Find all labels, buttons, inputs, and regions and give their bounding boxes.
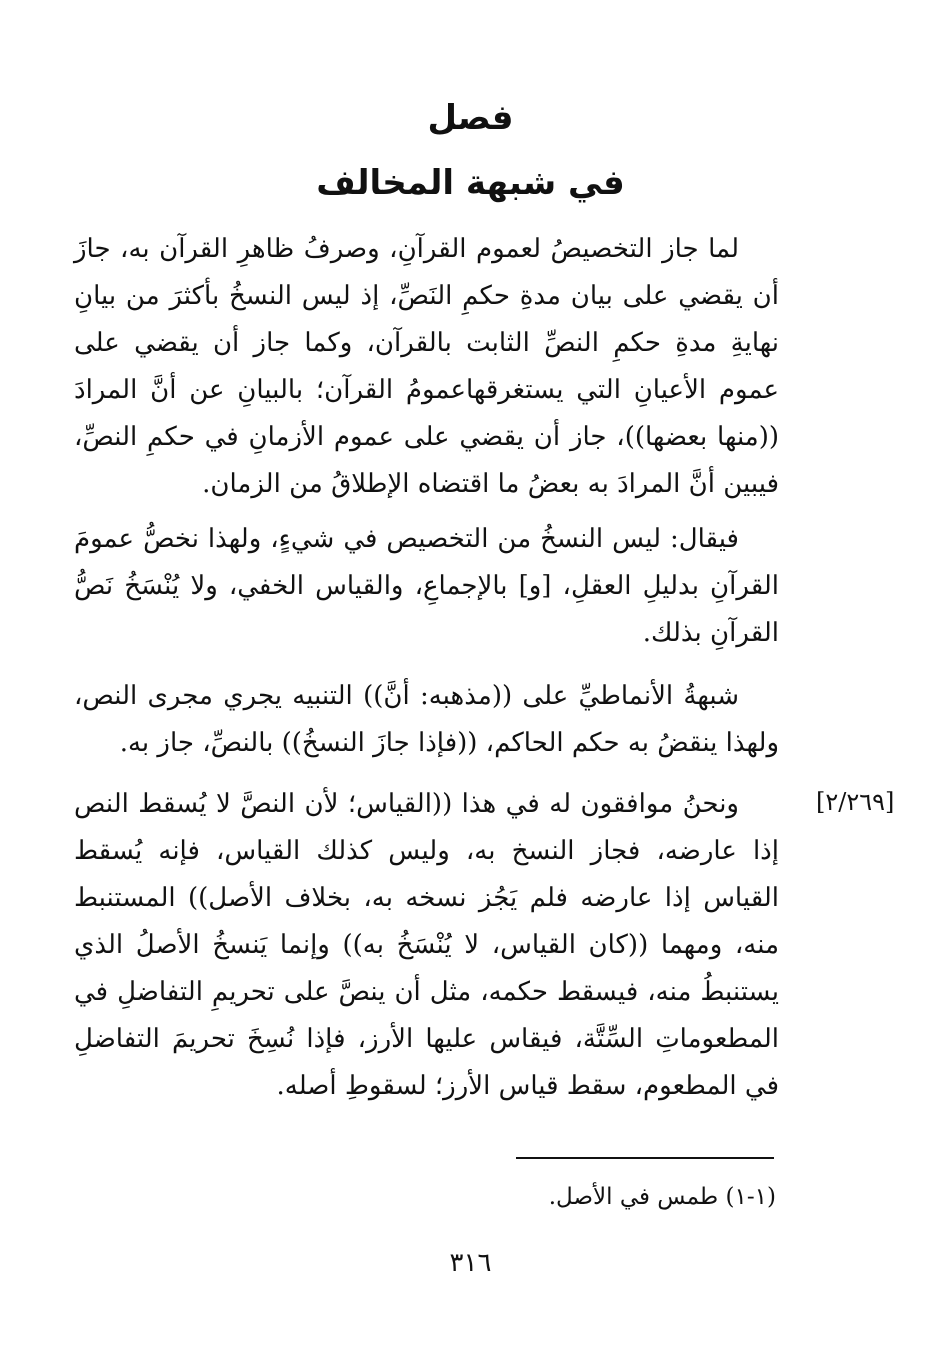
paragraph-text: فيقال: ليس النسخُ من التخصيص في شيءٍ، ولهذا نخصُّ عمومَ القرآنِ بدليلِ العقلِ، [و] بالإجماعِ، والقياس الخفي، ولا يُنْسَخُ نَصُّ القرآنِ بذلك. xyxy=(74,524,779,648)
section-title: فصل xyxy=(427,98,514,138)
paragraph-text: شبهةُ الأنماطيِّ على ((مذهبه: أنَّ)) التنبيه يجري مجرى النص، ولهذا ينقضُ به حكم الحاكم، ((فإذا جازَ النسخُ)) بالنصِّ، جاز به. xyxy=(74,681,779,758)
footnote-divider xyxy=(516,1157,774,1159)
paragraph xyxy=(74,226,779,508)
paragraph-text: لما جاز التخصيصُ لعموم القرآنِ، وصرفُ ظاهرِ القرآن به، جازَ أن يقضي على بيان مدةِ حكمِ النَصِّ، إذ ليس النسخُ بأكثرَ من بيانِ نهايةِ مدةِ حكمِ النصِّ الثابت بالقرآن، وكما جاز أن يقضي على عموم الأعيانِ التي يستغرقهاعمومُ القرآن؛ بالبيانِ عن أنَّ المرادَ ((منها بعضها))، جاز أن يقضي على عموم الأزمانِ في حكمِ النصِّ، فيبين أنَّ المرادَ به بعضُ ما اقتضاه الإطلاقُ من الزمان. xyxy=(74,234,779,499)
page-number: ٣١٦ xyxy=(449,1248,492,1278)
paragraph-text: ونحنُ موافقون له في هذا ((القياس؛ لأن النصَّ لا يُسقط النص إذا عارضه، فجاز النسخ به، وليس كذلك القياس، فإنه يُسقط القياس إذا عارضه فلم يَجُز نسخه به، بخلاف الأصل)) المستنبط منه، ومهما ((كان القياس، لا يُنْسَخُ به)) وإنما يَنسخُ الأصلُ الذي يستنبطُ منه، فيسقط حكمه، مثل أن ينصَّ على تحريمِ التفاضلِ في المطعوماتِ السِّتَّة، فيقاس عليها الأرز، فإذا نُسِخَ تحريمَ التفاضلِ في المطعوم، سقط قياس الأرز؛ لسقوطِ أصله. xyxy=(74,789,779,1101)
paragraph xyxy=(74,781,779,1110)
manuscript-folio-marker: [٢/٢٦٩] xyxy=(816,788,895,816)
paragraph xyxy=(74,516,779,657)
paragraph xyxy=(74,673,779,767)
section-subtitle: في شبهة المخالف xyxy=(316,163,625,203)
footnote: (١-١) طمس في الأصل. xyxy=(548,1184,776,1210)
